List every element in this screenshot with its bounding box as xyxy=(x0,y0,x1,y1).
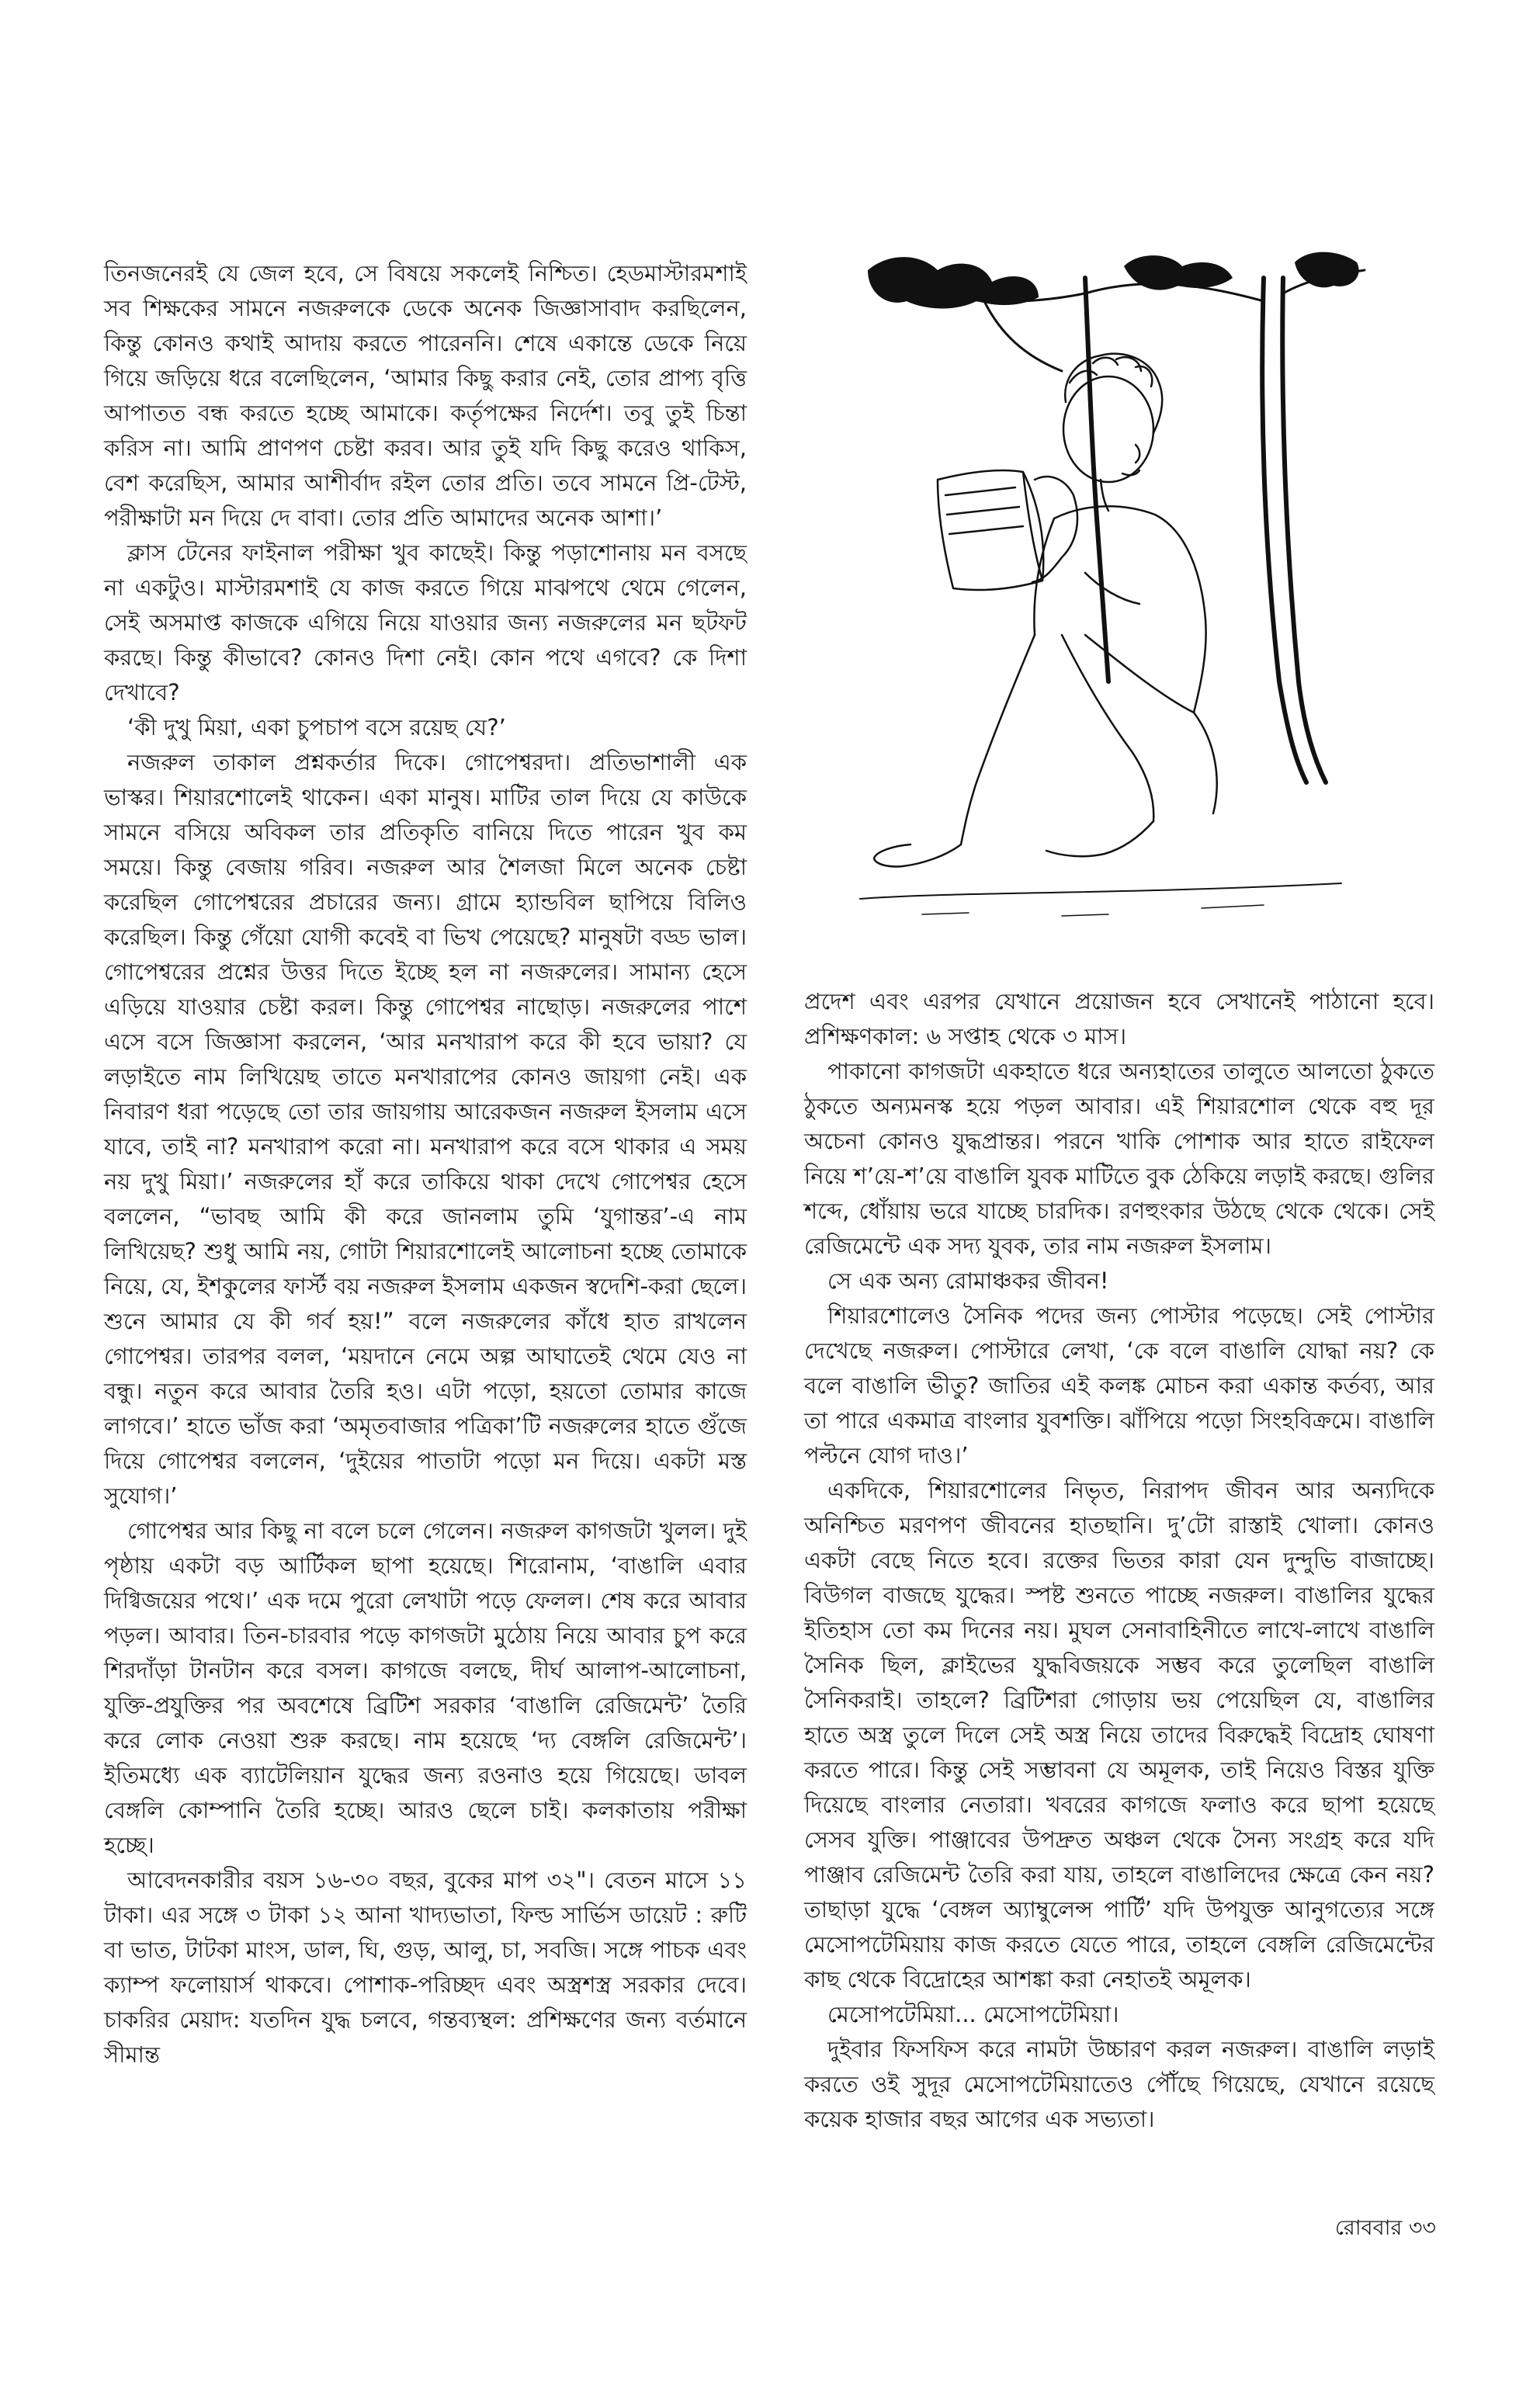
paragraph: একদিকে, শিয়ারশোলের নিভৃত, নিরাপদ জীবন আর অন্যদিকে অনিশ্চিত মরণপণ জীবনের হাতছানি। দু’টো রাস্তাই খোলা। কোনও একটা বেছে নিতে হবে। রক্তের ভিতর কারা যেন দুন্দুভি বাজাচ্ছে। বিউগল বাজছে যুদ্ধের। স্পষ্ট শুনতে পাচ্ছে নজরুল। বাঙালির যুদ্ধের ইতিহাস তো কম দিনের নয়। মুঘল সেনাবাহিনীতে লাখে-লাখে বাঙালি সৈনিক ছিল, ক্লাইভের যুদ্ধবিজয়কে সম্ভব করে তুলেছিল বাঙালি সৈনিকরাই। তাহলে? ব্রিটিশরা গোড়ায় ভয় পেয়েছিল যে, বাঙালির হাতে অস্ত্র তুলে দিলে সেই অস্ত্র নিয়ে তাদের বিরুদ্ধেই বিদ্রোহ ঘোষণা করতে পারে। কিন্তু সেই সম্ভাবনা যে অমূলক, তাই নিয়েও বিস্তর যুক্তি দিয়েছে বাংলার নেতারা। খবরের কাগজে ফলাও করে ছাপা হয়েছে সেসব যুক্তি। পাঞ্জাবের উপদ্রুত অঞ্চল থেকে সৈন্য সংগ্রহ করে যদি পাঞ্জাব রেজিমেন্ট তৈরি করা যায়, তাহলে বাঙালিদের ক্ষেত্রে কেন নয়? তাছাড়া যুদ্ধে ‘বেঙ্গল অ্যাম্বুলেন্স পার্টি’ যদি উপযুক্ত আনুগত্যের সঙ্গে মেসোপটেমিয়ায় কাজ করতে যেতে পারে, তাহলে বেঙ্গলি রেজিমেন্টের কাছ থেকে বিদ্রোহের আশঙ্কা করা নেহাতই অমূলক। xyxy=(804,1477,1434,1992)
paragraph: পাকানো কাগজটা একহাতে ধরে অন্যহাতের তালুতে আলতো ঠুকতে ঠুকতে অন্যমনস্ক হয়ে পড়ল আবার। এই শিয়ারশোল থেকে বহু দূর অচেনা কোনও যুদ্ধপ্রান্তর। পরনে খাকি পোশাক আর হাতে রাইফেল নিয়ে শ’য়ে-শ’য়ে বাঙালি যুবক মাটিতে বুক ঠেকিয়ে লড়াই করছে। গুলির শব্দে, ধোঁয়ায় ভরে যাচ্ছে চারদিক। রণহুংকার উঠছে থেকে থেকে। সেই রেজিমেন্টে এক সদ্য যুবক, তার নাম নজরুল ইসলাম। xyxy=(804,1058,1434,1259)
paragraph: দুইবার ফিসফিস করে নামটা উচ্চারণ করল নজরুল। বাঙালি লড়াই করতে ওই সুদূর মেসোপটেমিয়াতেও পৌঁছে গিয়েছে, যেখানে রয়েছে কয়েক হাজার বছর আগের এক সভ্যতা। xyxy=(804,2036,1434,2132)
left-text-column xyxy=(104,256,747,2072)
paragraph: শিয়ারশোলেও সৈনিক পদের জন্য পোস্টার পড়েছে। সেই পোস্টার দেখেছে নজরুল। পোস্টারে লেখা, ‘কে বলে বাঙালি যোদ্ধা নয়? কে বলে বাঙালি ভীতু? জাতির এই কলঙ্ক মোচন করা একান্ত কর্তব্য, আর তা পারে একমাত্র বাংলার যুবশক্তি। ঝাঁপিয়ে পড়ো সিংহবিক্রমে। বাঙালি পল্টনে যোগ দাও।’ xyxy=(804,1302,1434,1469)
paragraph: গোপেশ্বর আর কিছু না বলে চলে গেলেন। নজরুল কাগজটা খুলল। দুই পৃষ্ঠায় একটা বড় আর্টিকল ছাপা হয়েছে। শিরোনাম, ‘বাঙালি এবার দিগ্বিজয়ের পথে।’ এক দমে পুরো লেখাটা পড়ে ফেলল। শেষ করে আবার পড়ল। আবার। তিন-চারবার পড়ে কাগজটা মুঠোয় নিয়ে আবার চুপ করে শিরদাঁড়া টানটান করে বসল। কাগজে বলছে, দীর্ঘ আলাপ-আলোচনা, যুক্তি-প্রযুক্তির পর অবশেষে ব্রিটিশ সরকার ‘বাঙালি রেজিমেন্ট’ তৈরি করে লোক নেওয়া শুরু করছে। নাম হয়েছে ‘দ্য বেঙ্গলি রেজিমেন্ট’। ইতিমধ্যে এক ব্যাটেলিয়ান যুদ্ধের জন্য রওনাও হয়ে গিয়েছে। ডাবল বেঙ্গলি কোম্পানি তৈরি হচ্ছে। আরও ছেলে চাই। কলকাতায় পরীক্ষা হচ্ছে। xyxy=(104,1517,747,1858)
paragraph: ক্লাস টেনের ফাইনাল পরীক্ষা খুব কাছেই। কিন্তু পড়াশোনায় মন বসছে না একটুও। মাস্টারমশাই যে কাজ করতে গিয়ে মাঝপথে থেমে গেলেন, সেই অসমাপ্ত কাজকে এগিয়ে নিয়ে যাওয়ার জন্য নজরুলের মন ছটফট করছে। কিন্তু কীভাবে? কোনও দিশা নেই। কোন পথে এগবে? কে দিশা দেখাবে? xyxy=(104,539,747,706)
boy-reading-illustration xyxy=(829,247,1372,945)
right-text-column xyxy=(804,984,1434,2137)
paragraph: সে এক অন্য রোমাঞ্চকর জীবন! xyxy=(827,1268,1109,1294)
paragraph: আবেদনকারীর বয়স ১৬-৩০ বছর, বুকের মাপ ৩২"। বেতন মাসে ১১ টাকা। এর সঙ্গে ৩ টাকা ১২ আনা খাদ্যভাতা, ফিল্ড সার্ভিস ডায়েট : রুটি বা ভাত, টাটকা মাংস, ডাল, ঘি, গুড়, আলু, চা, সবজি। সঙ্গে পাচক এবং ক্যাম্প ফলোয়ার্স থাকবে। পোশাক-পরিচ্ছদ এবং অস্ত্রশস্ত্র সরকার দেবে। চাকরির মেয়াদ: যতদিন যুদ্ধ চলবে, গন্তব্যস্থল: প্রশিক্ষণের জন্য বর্তমানে সীমান্ত xyxy=(104,1867,747,2068)
paragraph: মেসোপটেমিয়া... মেসোপটেমিয়া। xyxy=(827,2001,1119,2027)
paragraph: নজরুল তাকাল প্রশ্নকর্তার দিকে। গোপেশ্বরদা। প্রতিভাশালী এক ভাস্কর। শিয়ারশোলেই থাকেন। একা মানুষ। মাটির তাল দিয়ে যে কাউকে সামনে বসিয়ে অবিকল তার প্রতিকৃতি বানিয়ে দিতে পারেন খুব কম সময়ে। কিন্তু বেজায় গরিব। নজরুল আর শৈলজা মিলে অনেক চেষ্টা করেছিল গোপেশ্বরের প্রচারের জন্য। গ্রামে হ্যান্ডবিল ছাপিয়ে বিলিও করেছিল। কিন্তু গেঁয়ো যোগী কবেই বা ভিখ পেয়েছে? মানুষটা বড্ড ভাল। গোপেশ্বরের প্রশ্নের উত্তর দিতে ইচ্ছে হল না নজরুলের। সামান্য হেসে এড়িয়ে যাওয়ার চেষ্টা করল। কিন্তু গোপেশ্বর নাছোড়। নজরুলের পাশে এসে বসে জিজ্ঞাসা করলেন, ‘আর মনখারাপ করে কী হবে ভায়া? যে লড়াইতে নাম লিখিয়েছ তাতে মনখারাপের কোনও জায়গা নেই। এক নিবারণ ধরা পড়েছে তো তার জায়গায় আরেকজন নজরুল ইসলাম এসে যাবে, তাই না? মনখারাপ করো না। মনখারাপ করে বসে থাকার এ সময় নয় দুখু মিয়া।’ নজরুলের হাঁ করে তাকিয়ে থাকা দেখে গোপেশ্বর হেসে বললেন, “ভাবছ আমি কী করে জানলাম তুমি ‘যুগান্তর’-এ নাম লিখিয়েছ? শুধু আমি নয়, গোটা শিয়ারশোলেই আলোচনা হচ্ছে তোমাকে নিয়ে, যে, ইশকুলের ফার্স্ট বয় নজরুল ইসলাম একজন স্বদেশি-করা ছেলে। শুনে আমার যে কী গর্ব হয়!” বলে নজরুলের কাঁধে হাত রাখলেন গোপেশ্বর। তারপর বলল, ‘ময়দানে নেমে অল্প আঘাতেই থেমে যেও না বন্ধু। নতুন করে আবার তৈরি হও। এটা পড়ো, হয়তো তোমার কাজে লাগবে।’ হাতে ভাঁজ করা ‘অমৃতবাজার পত্রিকা’টি নজরুলের হাতে গুঁজে দিয়ে গোপেশ্বর বললেন, ‘দুইয়ের পাতাটা পড়ো মন দিয়ে। একটা মস্ত সুযোগ।’ xyxy=(104,749,747,1509)
page-footer: রোববার ৩৩ xyxy=(1334,2216,1436,2240)
paragraph: তিনজনেরই যে জেল হবে, সে বিষয়ে সকলেই নিশ্চিত। হেডমাস্টারমশাই সব শিক্ষকের সামনে নজরুলকে ডেকে অনেক জিজ্ঞাসাবাদ করছিলেন, কিন্তু কোনও কথাই আদায় করতে পারেননি। শেষে একান্তে ডেকে নিয়ে গিয়ে জড়িয়ে ধরে বলেছিলেন, ‘আমার কিছু করার নেই, তোর প্রাপ্য বৃত্তি আপাতত বন্ধ করতে হচ্ছে আমাকে। কর্তৃপক্ষের নির্দেশ। তবু তুই চিন্তা করিস না। আমি প্রাণপণ চেষ্টা করব। আর তুই যদি কিছু করেও থাকিস, বেশ করেছিস, আমার আশীর্বাদ রইল তোর প্রতি। তবে সামনে প্রি-টেস্ট, পরীক্ষাটা মন দিয়ে দে বাবা। তোর প্রতি আমাদের অনেক আশা।’ xyxy=(104,260,747,531)
paragraph: প্রদেশ এবং এরপর যেখানে প্রয়োজন হবে সেখানেই পাঠানো হবে। প্রশিক্ষণকাল: ৬ সপ্তাহ থেকে ৩ মাস। xyxy=(804,988,1434,1049)
paragraph: ‘কী দুখু মিয়া, একা চুপচাপ বসে রয়েছ যে?’ xyxy=(127,714,506,740)
